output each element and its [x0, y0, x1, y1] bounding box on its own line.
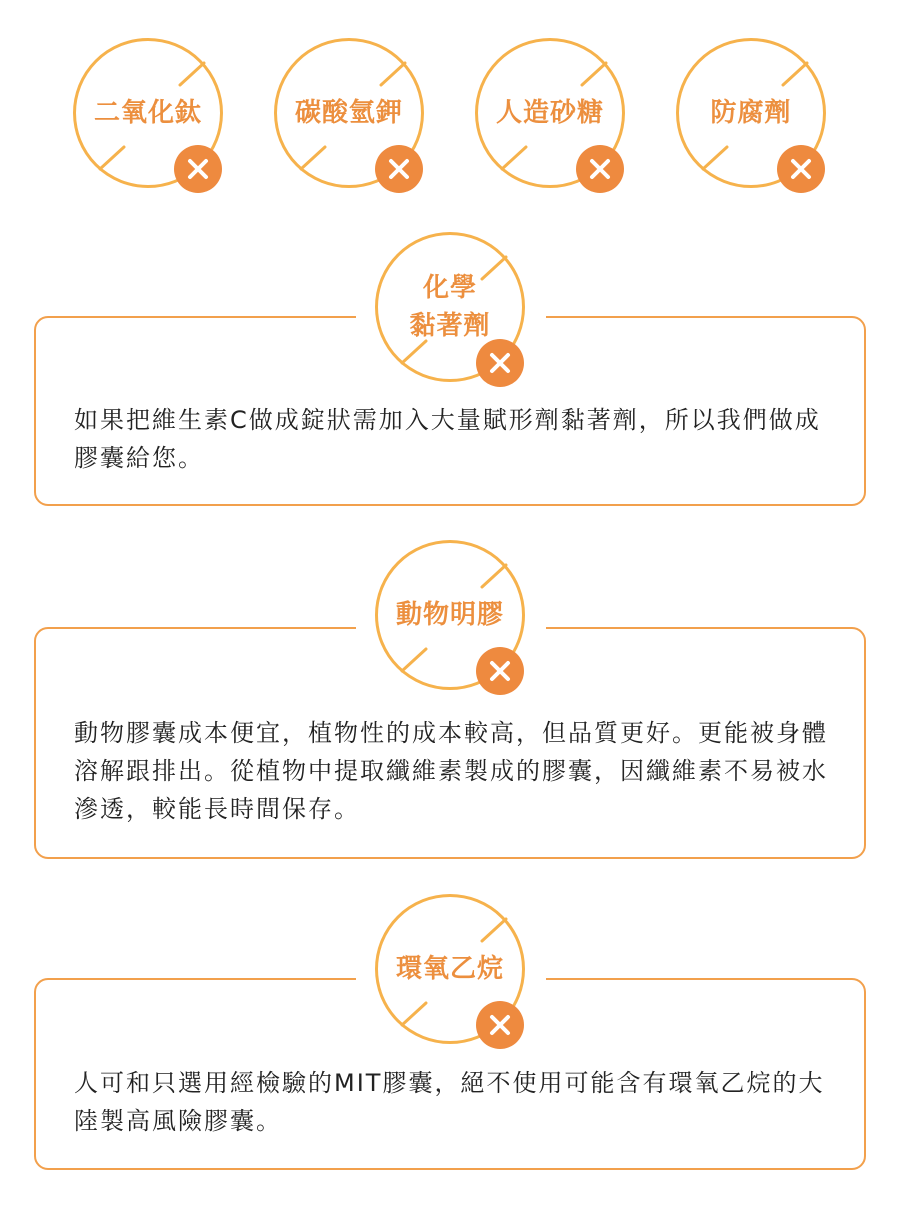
badge-label-line1: 化學: [422, 273, 477, 303]
close-icon: [576, 145, 624, 193]
badge-artificial-sugar: [475, 38, 625, 188]
badge-preservative: [676, 38, 826, 188]
badge-chemical-binder: [375, 232, 525, 382]
close-icon: [174, 145, 222, 193]
info-text-animal-gelatin: 動物膠囊成本便宜，植物性的成本較高，但品質更好。更能被身體溶解跟排出。從植物中提取纖維素製成的膠囊，因纖維素不易被水滲透，較能長時間保存。: [74, 719, 828, 823]
badge-label: 動物明膠: [395, 600, 504, 630]
close-icon: [777, 145, 825, 193]
badge-ethylene-oxide: [375, 894, 525, 1044]
badge-label: 人造砂糖: [495, 98, 604, 128]
badge-titanium-dioxide: [73, 38, 223, 188]
close-icon: [476, 647, 524, 695]
close-icon: [375, 145, 423, 193]
badge-animal-gelatin: [375, 540, 525, 690]
badge-label: 防腐劑: [710, 98, 792, 128]
badge-label-line2: 黏著劑: [409, 311, 491, 341]
close-icon: [476, 339, 524, 387]
close-icon: [476, 1001, 524, 1049]
badge-potassium-bicarbonate: [274, 38, 424, 188]
badge-label: 環氧乙烷: [395, 954, 504, 984]
badge-label: 碳酸氫鉀: [294, 98, 403, 128]
info-text-ethylene-oxide: 人可和只選用經檢驗的MIT膠囊，絕不使用可能含有環氧乙烷的大陸製高風險膠囊。: [74, 1069, 825, 1135]
badge-label: 二氧化鈦: [93, 98, 202, 128]
info-text-chemical-binder: 如果把維生素C做成錠狀需加入大量賦形劑黏著劑，所以我們做成膠囊給您。: [74, 406, 821, 472]
